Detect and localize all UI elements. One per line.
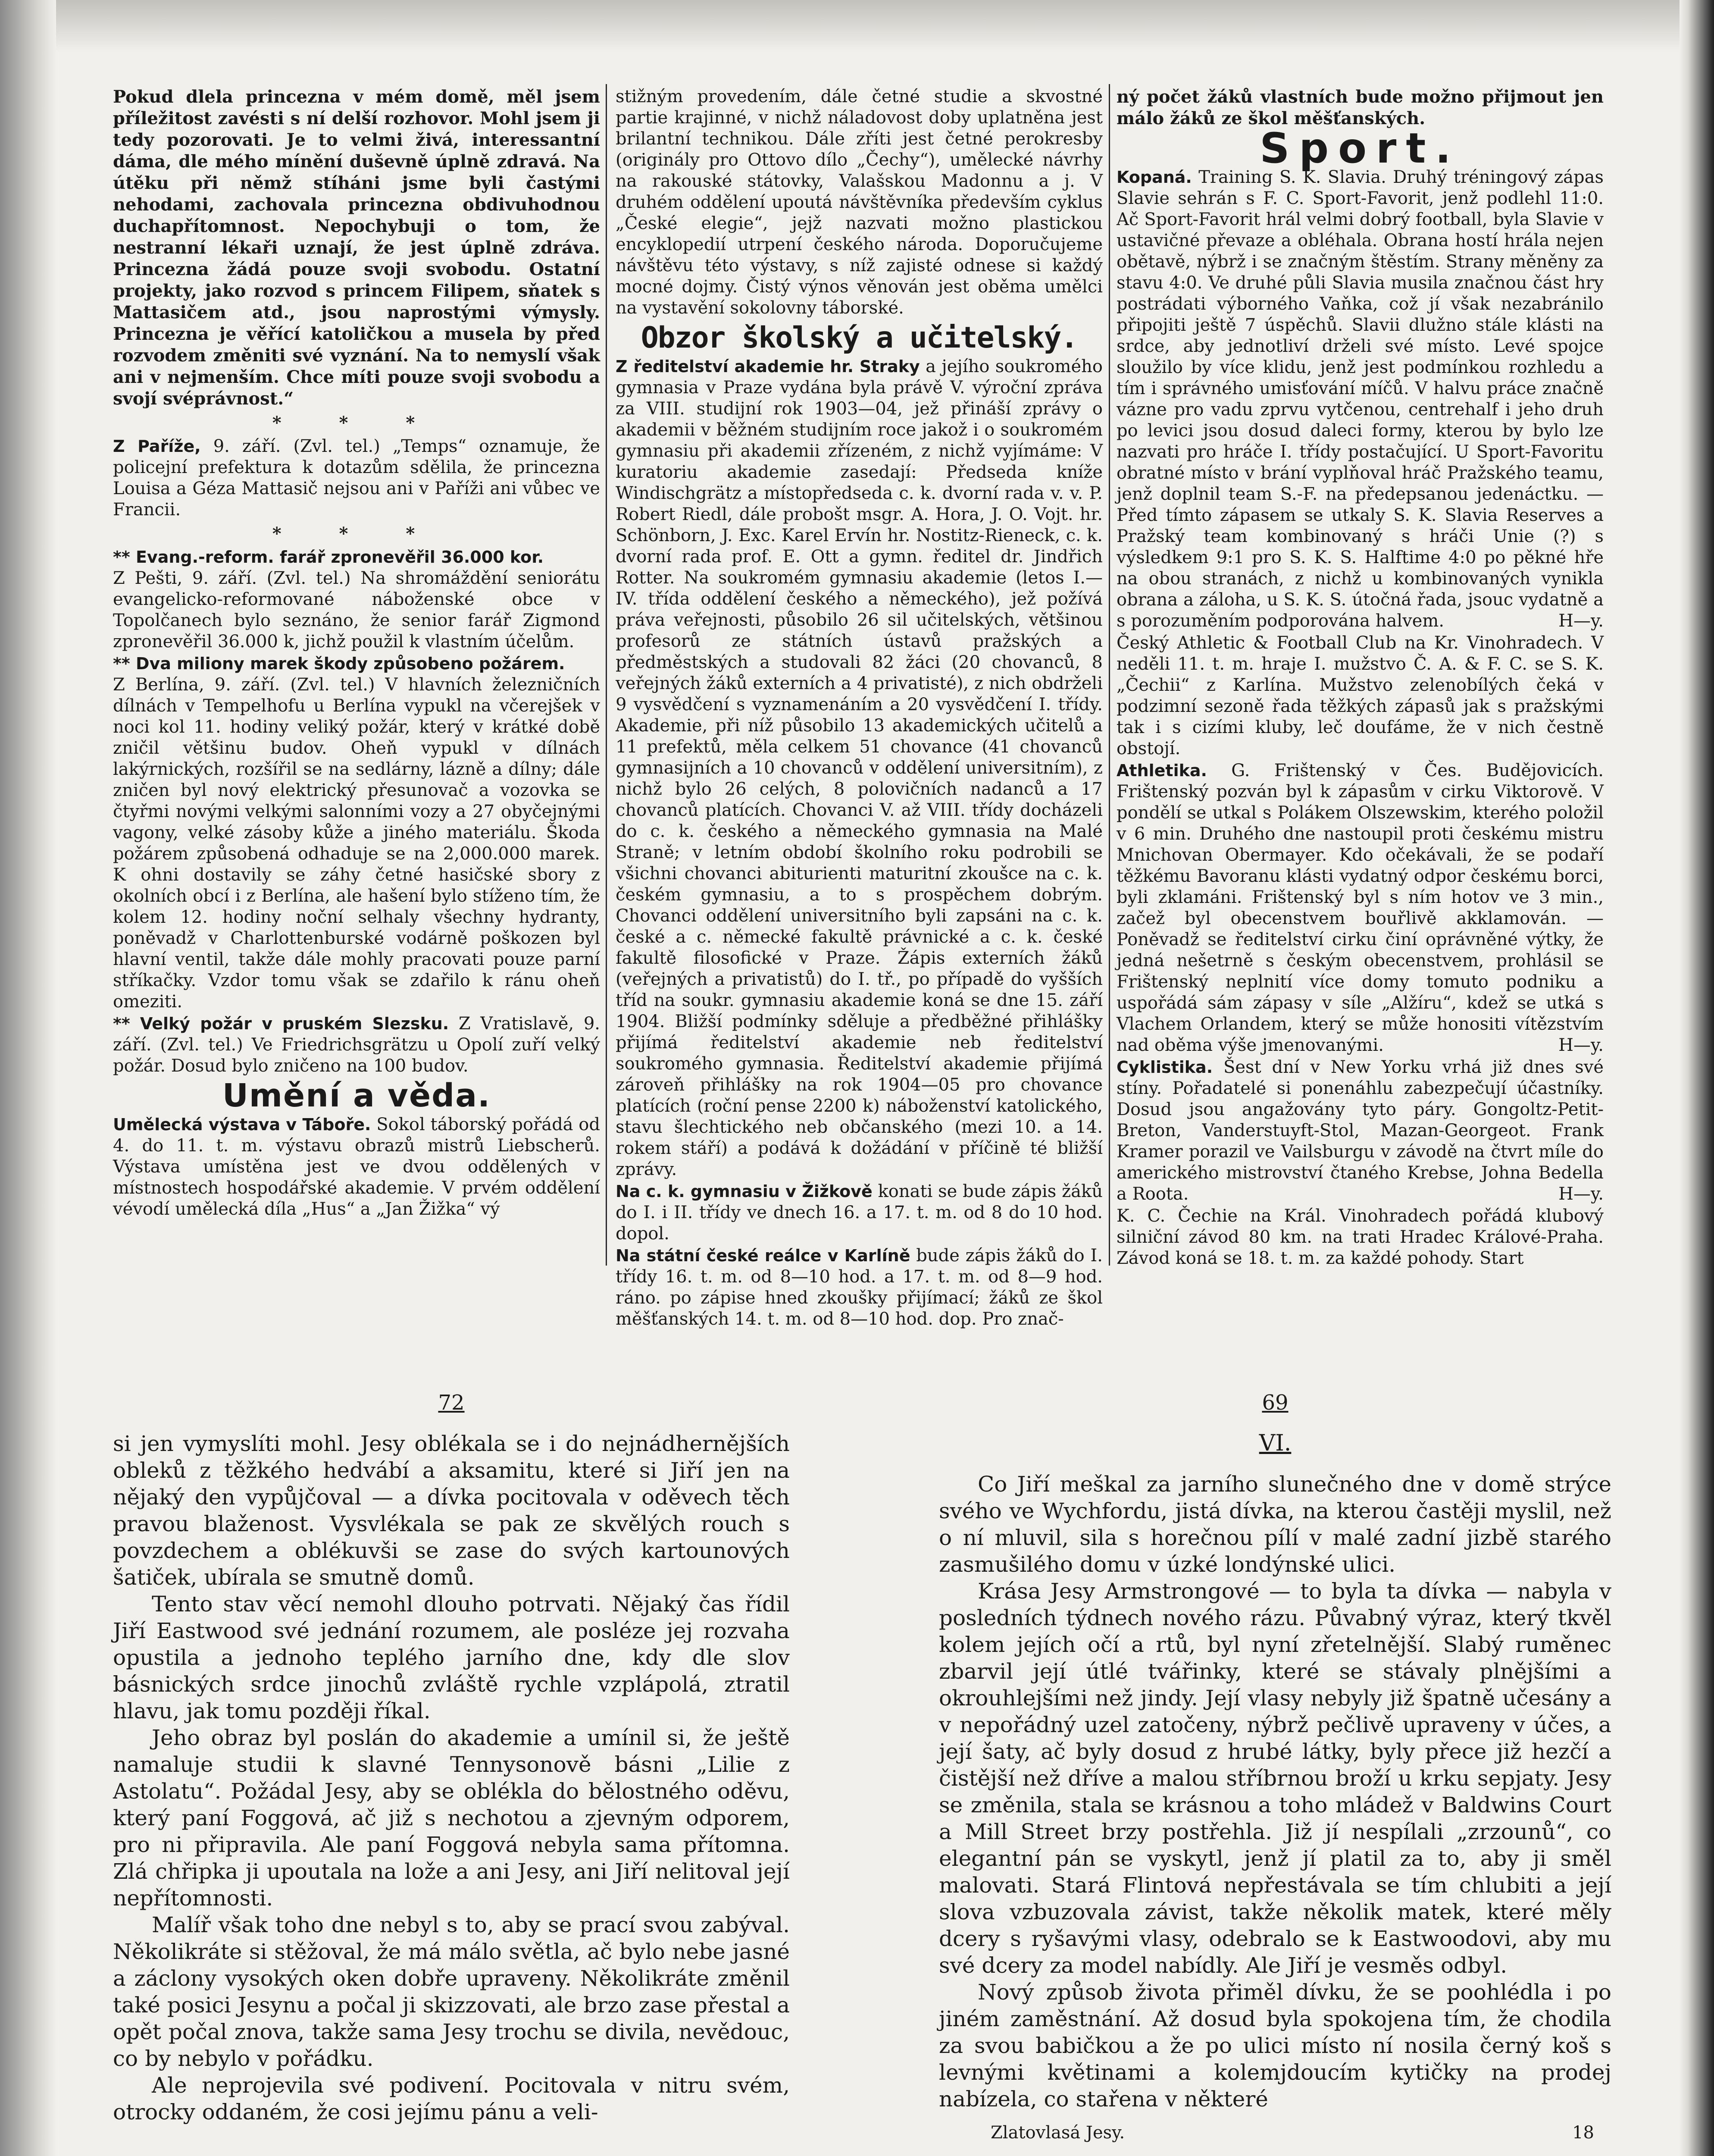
newspaper-column-3	[1117, 86, 1604, 1270]
article-lead: Na státní české reálce v Karlíně	[616, 1246, 910, 1265]
section-heading-sport: Sport.	[1260, 124, 1461, 172]
section-heading-school: Obzor školský a učitelský.	[641, 321, 1078, 355]
article-paragraph	[1117, 1057, 1604, 1205]
book-title-footer: Zlatovlasá Jesy.	[991, 2123, 1125, 2143]
article-paragraph	[1117, 633, 1604, 759]
author-sign: H—y.	[1558, 1035, 1604, 1055]
article-lead: ** Dva miliony marek škody způsobeno požárem.	[113, 654, 565, 673]
article-paragraph	[1117, 1206, 1604, 1269]
article-lead: Na c. k. gymnasiu v Žižkově	[616, 1182, 873, 1201]
chapter-heading: VI.	[1259, 1430, 1292, 1456]
section-heading-art: Umění a věda.	[222, 1077, 491, 1114]
article-lead: Umělecká výstava v Táboře.	[113, 1115, 371, 1134]
article-paragraph	[113, 653, 600, 1012]
page-number: 72	[438, 1391, 465, 1415]
book-body-text	[939, 1471, 1611, 2112]
article-lead: ** Velký požár v pruském Slezsku.	[113, 1014, 449, 1033]
article-paragraph	[113, 1013, 600, 1077]
book-page-right	[939, 1391, 1611, 2156]
book-paragraph: Malíř však toho dne nebyl s to, aby se prací svou zabýval. Několikráte si stěžoval, že má málo světla, ač bylo nebe jasné a záclony vysokých oken dobře upraveny. Několikráte změnil také posici Jesynu a počal ji skizzovati, ale brzo zase přestal a opět počal znova, takže sama Jesy trochu se divila, nevědouc, co by nebylo v pořádku.	[113, 1912, 790, 2071]
book-paragraph: Nový způsob života přiměl dívku, že se poohlédla i po jiném zaměstnání. Až dosud byla spokojena tím, že chodila za svou babičkou a že po ulici místo ní nosila černý koš s levnými květinami a kolemjdoucím kytičky na prodej nabízela, co stařena v některé	[939, 1980, 1611, 2112]
article-paragraph	[616, 1245, 1103, 1330]
author-sign: H—y.	[1558, 611, 1604, 631]
book-paragraph: Ale neprojevila své podivení. Pocitovala v nitru svém, otrocky oddaném, že cosi jejímu pánu a veli-	[113, 2073, 790, 2125]
newspaper-column-2	[616, 86, 1103, 1331]
article-lead: Cyklistika.	[1117, 1058, 1213, 1077]
article-paragraph	[113, 436, 600, 520]
book-paragraph: Jeho obraz byl poslán do akademie a umínil si, že ještě namaluje studii k slavné Tennysonově básni „Lilie z Astolatu“. Požádal Jesy, aby se oblékla do bělostného oděvu, který paní Foggová, ač již s nechotou a zjevným odporem, pro ni připravila. Ale paní Foggová nebyla sama přítomna. Zlá chřipka ji upoutala na lože a ani Jesy, ani Jiří nelitoval její nepřítomnosti.	[113, 1725, 790, 1911]
article-text: Šest dní v New Yorku vrhá již dnes své stíny. Pořadatelé si ponenáhlu zabezpečují účastníky. Dosud jsou angažovány tyto páry. Gongoltz-Petit-Breton, Vanderstuyft-Stol, Mazan-Georgeot. Frank Kramer porazil ve Vailsburgu v závodě na čtvrt míle do amerického mistrovství čtaného Krebse, Johna Bedella a Roota.	[1117, 1057, 1604, 1204]
article-lead: ** Evang.-reform. farář zpronevěřil 36.000 kor.	[113, 548, 544, 567]
page-number: 69	[1262, 1391, 1289, 1415]
article-text: Z Berlína, 9. září. (Zvl. tel.) V hlavních železničních dílnách v Tempelhofu u Berlína vypukl na včerejšek v noci kol 11. hodiny veliký požár, který v krátké době zničil většinu budov. Oheň vypukl v dílnách lakýrnických, rozšířil se na sedlárny, lázně a dílny; dále zničen byl nový elektrický přesunovač a vozovka se čtyřmi novými velkými salonními vozy a 27 obyčejnými vagony, velké zásoby kůže a jiného materiálu. Škoda požárem způsobená odhaduje se na 2,000.000 marek. K ohni dostavily se záhy četné hasičské sbory z okolních obcí i z Berlína, ale hašení bylo stíženo tím, že kolem 12. hodiny noční selhaly všechny hydranty, poněvadž v Charlottenburské vodárně poškozen byl hlavní ventil, takže dále mohly pracovati pouze parní stříkačky. Vzdor tomu však se zdařilo k ránu oheň omeziti.	[113, 675, 600, 1012]
author-sign: H—y.	[1558, 1184, 1604, 1204]
article-text: ný počet žáků vlastních bude možno přijmout jen málo žáků ze škol měšťanských.	[1117, 87, 1604, 128]
article-text: stižným provedením, dále četné studie a skvostné partie krajinné, v nichž náladovost doby uplatněna jest brilantní technikou. Dále zříti jest četné perokresby (originály pro Ottovo dílo „Čechy“), umělecké návrhy na rakouské státovky, Valašskou Madonnu a j. V druhém oddělení upoutá návštěvníka především cyklus „České elegie“, jejž nazvati možno plastickou encyklopedií utrpení českého národa. Doporučujeme návštěvu této výstavy, s níž zajisté odnese si každý mocné dojmy. Čistý výnos věnován jest oběma umělci na vystavění sokolovny táborské.	[616, 87, 1103, 318]
book-page-left	[113, 1391, 790, 2156]
article-paragraph	[616, 86, 1103, 319]
separator-stars: * * *	[272, 413, 441, 433]
article-paragraph	[616, 356, 1103, 1180]
article-text: a jejího soukromého gymnasia v Praze vydána byla právě V. výroční zpráva za VIII. studijní rok 1903—04, jež přináší zprávy o akademii v běžném studijním roce jakož i o soukromém gymnasiu při akademii zřízeném, z nichž vyjímáme: V kuratoriu akademie zasedají: Předseda kníže Windischgrätz a místopředseda c. k. dvorní rada v. v. P. Robert Riedl, dále probošt msgr. A. Hora, J. O. Vojt. hr. Schönborn, J. Exc. Karel Ervín hr. Nostitz-Rieneck, c. k. dvorní rada prof. E. Ott a gymn. ředitel dr. Jindřich Rotter. Na soukromém gymnasiu akademie (letos I.—IV. třída oddělení českého a německého), jež požívá práva veřejnosti, působilo 26 sil učitelských, většinou profesorů ze státních ústavů pražských a předměstských a studovali 82 žáci (20 chovanců, 8 veřejných žáků externích a 4 privatisté), z nich obdrželi 9 vysvědčení s vyznamenáním a 20 vysvědčení I. třídy. Akademie, při níž působilo 13 akademických učitelů a 11 prefektů, měla celkem 51 chovance (41 chovanců gymnasijních a 10 chovanců v oddělení universitním), z nichž bylo 26 celých, 8 polovičních nadanců a 17 chovanců platících. Chovanci V. až VIII. třídy docházeli do c. k. českého a německého gymnasia na Malé Straně; v letním období školního roku podrobili se všichni chovanci abiturienti maturitní zkoušce na c. k. českém gymnasiu, a to s prospěchem dobrým. Chovanci oddělení universitního byli zapsáni na c. k. české a c. německé fakultě právnické a c. k. české fakultě filosofické v Praze. Žápis externích žáků (veřejných a privatistů) do I. tř., po případě do vyšších tříd na soukr. gymnasiu akademie koná se dne 15. září 1904. Bližší podmínky sděluje a předběžné přihlášky přijímá ředitelství akademie neb ředitelství soukromého gymnasia. Ředitelství akademie přijímá zároveň přihlášky na rok 1904—05 pro chovance platících (roční pense 2200 k) náboženství katolického, stavu šlechtického neb občanského (mezi 10. a 14. rokem stáří) a podává k dožádání v příčině té bližší zprávy.	[616, 357, 1103, 1179]
book-body-text	[113, 1430, 790, 2125]
book-footer	[939, 2123, 1611, 2143]
article-lead: Z ředitelství akademie hr. Straky	[616, 357, 920, 376]
article-text: Český Athletic & Football Club na Kr. Vinohradech. V neděli 11. t. m. hraje I. mužstvo Č. A. & F. C. se S. K. „Čechii“ z Karlína. Mužstvo zelenobílých čeká v podzimní sezoně řada těžkých zápasů jak s pražskými tak i s cizími kluby, leč doufáme, že v nich čestně obstojí.	[1117, 633, 1604, 758]
article-paragraph: Pokud dlela princezna v mém domě, měl jsem příležitost zavésti s ní delší rozhovor. Mohl jsem ji tedy pozorovati. Je to velmi živá, interessantní dáma, dle mého mínění duševně úplně zdravá. Na útěku při němž stíháni jsme byli častými nehodami, zachovala princezna obdivuhodnou duchapřítomnost. Nepochybuji o tom, že nestranní lékaři uznají, že jest úplně zdráva. Princezna žádá pouze svoji svobodu. Ostatní projekty, jako rozvod s princem Filipem, sňatek s Mattasičem atd., jsou naprostými výmysly. Princezna je věřící katoličkou a musela by před rozvodem změniti své vyznání. Na to nemyslí však ani v nejmenším. Chce míti pouze svoji svobodu a svojí svéprávnost.“	[113, 87, 600, 409]
column-rule	[1109, 84, 1110, 1266]
article-text: Z Vratislavě, 9. září. (Zvl. tel.) Ve Friedrichsgrätzu u Opolí zuří velký požár. Dosud bylo zničeno na 100 budov.	[113, 1014, 600, 1076]
signature-number: 18	[1572, 2123, 1594, 2143]
book-paragraph: si jen vymyslíti mohl. Jesy oblékala se i do nejnádhernějších obleků z těžkého hedvábí a aksamitu, které si Jiří jen na nějaký den vypůjčoval — a dívka pocitovala v oděvech těch pravou blaženost. Vysvlékala se pak ze skvělých rouch s povzdechem a oblékuvši se zase do svých kartounových šatiček, ubírala se smutně domů.	[113, 1431, 790, 1590]
separator-stars: * * *	[272, 523, 441, 544]
article-text: bude zápis žáků do I. třídy 16. t. m. od 8—10 hod. a 17. t. m. od 8—9 hod. ráno. po zápise hned zkoušky přijímací; žáků ze škol měšťanských 14. t. m. od 8—10 hod. dop. Pro znač-	[616, 1246, 1103, 1329]
article-paragraph	[1117, 167, 1604, 632]
article-paragraph	[113, 547, 600, 652]
article-text: K. C. Čechie na Král. Vinohradech pořádá klubový silniční závod 80 km. na trati Hradec Králové-Praha. Závod koná se 18. t. m. za každé pohody. Start	[1117, 1206, 1604, 1268]
book-paragraph: Co Jiří meškal za jarního slunečného dne v domě strýce svého ve Wychfordu, jistá dívka, na kterou častěji myslil, než o ní mluvil, sila s horečnou pílí v malé zadní jizbě starého zasmušilého domu v úzké londýnské ulici.	[939, 1472, 1611, 1577]
article-lead: Kopaná.	[1117, 168, 1192, 187]
article-text: G. Frištenský v Čes. Budějovicích. Frištenský pozván byl k zápasům v cirku Viktorově. V pondělí se utkal s Polákem Olszewskim, kterého položil v 6 min. Druhého dne nastoupil proti českému mistru Mnichovan Obermayer. Kdo očekávali, že se podaří těžkému Bavoranu klásti vydatný odpor českému borci, byli zklamáni. Frištenský byl s ním hotov ve 3 min., začež byl obecenstvem bouřlivě akklamován. — Poněvadž se ředitelství cirku činí oprávněné výtky, že jedná nešetrně s českým obecenstvem, prohlásil se Frištenský neplnití více domy tomuto podniku a uspořádá sám zápasy v síle „Alžíru“, kdež se utká s Vlachem Orlandem, který se může honositi vítězstvím nad oběma výše jmenovanými.	[1117, 761, 1604, 1055]
article-text: Z Pešti, 9. září. (Zvl. tel.) Na shromáždění seniorátu evangelicko-reformované náboženské obce v Topolčanech bylo seznáno, že senior farář Zigmond zpronevěřil 36.000 k, jichž použil k vlastním účelům.	[113, 568, 600, 652]
article-paragraph	[1117, 760, 1604, 1056]
article-lead: Z Paříže,	[113, 437, 201, 456]
article-text: konati se bude zápis žáků do I. i II. třídy ve dnech 16. a 17. t. m. od 8 do 10 hod. dopol.	[616, 1181, 1103, 1244]
article-paragraph	[616, 1181, 1103, 1244]
article-paragraph	[1117, 86, 1604, 129]
article-text: 9. září. (Zvl. tel.) „Temps“ oznamuje, že policejní prefektura k dotazům sdělila, že princezna Louisa a Géza Mattasič nejsou ani v Paříži ani vůbec ve Francii.	[113, 436, 600, 520]
article-paragraph	[113, 1114, 600, 1220]
book-paragraph: Tento stav věcí nemohl dlouho potrvati. Nějaký čas řídil Jiří Eastwood své jednání rozumem, ale posléze jej rozvaha opustila a jednoho teplého jarního dne, kdy dle slov básnických srdce jinochů zvláště rychle vzplápolá, ztratil hlavu, jak tomu později říkal.	[113, 1592, 790, 1724]
column-rule	[606, 84, 607, 1266]
article-lead: Athletika.	[1117, 761, 1207, 780]
article-text: Training S. K. Slavia. Druhý tréningový zápas Slavie sehrán s F. C. Sport-Favorit, jenž podlehl 11:0. Ač Sport-Favorit hrál velmi dobrý football, byla Slavie v ustavičné převaze a obléhala. Obrana hostí hrála nejen obětavě, nýbrž i se značným štěstím. Strany měněny za stavu 4:0. Ve druhé půli Slavia musila značnou část hry postrádati výborného Vaňka, což jí však nezabránilo připojiti ještě 7 úspěchů. Slavii dlužno stále klásti na srdce, aby jednotliví drželi své místo. Levé spojce sloužilo by více klidu, jenž jest podmínkou rozhledu a tím i správného umisťování míčů. V halvu práce značně vázne pro vadu zprvu vytčenou, centrehalf i jeho druh po levici jsou dosud daleci formy, kterou by bylo lze nazvati pro hráče I. třídy postačující. U Sport-Favoritu obratné místo v brání vyplňoval hráč Pražského teamu, jenž doplnil team S.-F. na předepsanou jedenáctku. — Před tímto zápasem se utkaly S. K. Slavia Reserves a Pražský team kombinovaný s hráči Unie (?) s výsledkem 9:1 pro S. K. S. Halftime 4:0 po pěkné hře na obou stranách, z nichž u kombinovaných vynikla obrana a záloha, u S. K. S. útočná řada, jsouc vydatně a s porozuměním podporována halvem.	[1117, 167, 1604, 631]
article-text: Sokol táborský pořádá od 4. do 11. t. m. výstavu obrazů mistrů Liebscherů. Výstava umístěna jest ve dvou oddělených v místnostech hospodářské akademie. V prvém oddělení vévodí umělecká díla „Hus“ a „Jan Žižka“ vý	[113, 1115, 600, 1219]
newspaper-column-1	[113, 86, 600, 1221]
book-paragraph: Krása Jesy Armstrongové — to byla ta dívka — nabyla v posledních týdnech nového rázu. Půvabný výraz, který tkvěl kolem jejích očí a rtů, byl nyní zřetelnější. Slabý ruměnec zbarvil její útlé tvářinky, které se stávaly plnějšími a okrouhlejšími než jindy. Její vlasy nebyly již špatně učesány a v nepořádný uzel zatočeny, nýbrž pečlivě upraveny v účes, a její šaty, ač byly dosud z hrubé látky, byly přece již hezčí a čistější než dříve a malou stříbrnou broží u krku sepjaty. Jesy se změnila, stala se krásnou a toho mládež v Baldwins Court a Mill Street brzy postřehla. Již jí nespílali „zrzounů“, co elegantní pán se vyskytl, jenž jí platil za to, aby ji směl malovati. Stará Flintová nepřestávala se tím chlubiti a její slova vzbuzovala závist, takže několik matek, které měly dcery s ryšavými vlasy, odebralo se k Eastwoodovi, aby mu své dcery za model nabídly. Ale Jiří je vesměs odbyl.	[939, 1579, 1611, 1978]
